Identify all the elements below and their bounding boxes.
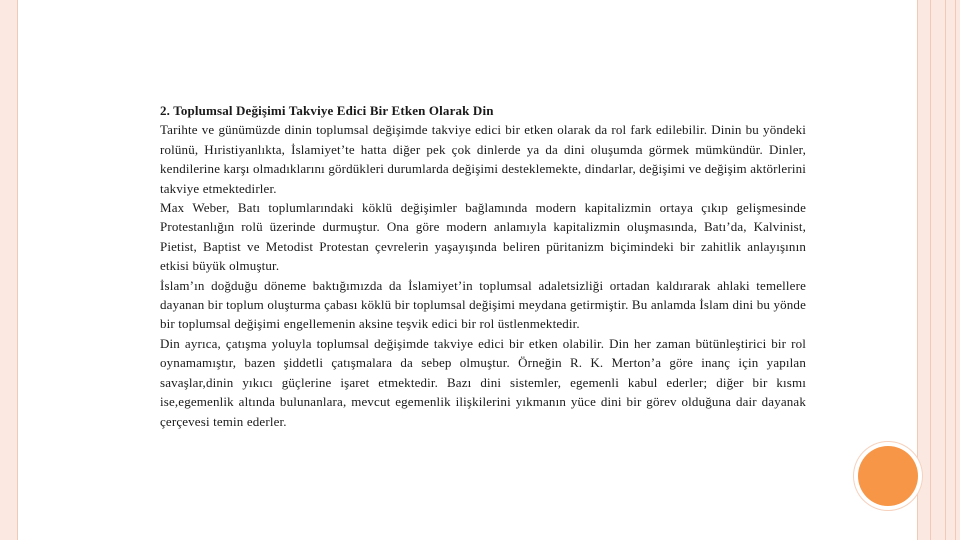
decorative-circle xyxy=(858,446,918,506)
paragraph-religion-role: Tarihte ve günümüzde dinin toplumsal değişimde takviye edici bir etken olarak da rol fark edilebilir. Dinin bu yöndeki rolünü, Hıristiyanlıkta, İslamiyet’te hatta diğer pek çok dinlerde ya da dini oluşumda görmek mümkündür. Dinler, kendilerine karşı olmadıklarını gördükleri durumlarda değişimi desteklemekte, dindarlar, değişimi ve değişim aktörlerini takviye etmektedirler. xyxy=(160,122,806,196)
right-border-line xyxy=(955,0,956,540)
left-border-line xyxy=(17,0,18,540)
paragraph-conflict: Din ayrıca, çatışma yoluyla toplumsal değişimde takviye edici bir etken olabilir. Din her zaman bütünleştirici bir rol oynamamıştır, bazen şiddetli çatışmalara da sebep olmuştur. Örneğin R. K. Merton’a göre inanç için yapılan savaşlar,dinin yıkıcı güçlerine işaret etmektedir. Bazı dini sistemler, egemenli kabul ederler; diğer bir kısmı ise,egemenlik altında bulunanlara, mevcut egemenlik ilişkilerini yıkmanın yüce dini bir görev olduğuna dair dayanak çerçevesi temin ederler. xyxy=(160,335,806,429)
paragraph-islam: İslam’ın doğduğu döneme baktığımızda da İslamiyet’in toplumsal adaletsizliği ortadan kaldırarak ahlaki temellere dayanan bir toplum oluşturma çabası köklü bir toplumsal değişimi meydana getirmiştir. Bu anlamda İslam dini bu yönde bir toplumsal değişimi engellemenin aksine teşvik edici bir rol üstlenmektedir. xyxy=(160,277,806,332)
right-border-line xyxy=(945,0,946,540)
left-decorative-border xyxy=(0,0,17,540)
right-decorative-border xyxy=(917,0,960,540)
right-border-line xyxy=(930,0,931,540)
right-border-line xyxy=(917,0,918,540)
slide-content xyxy=(160,101,806,431)
paragraph-max-weber: Max Weber, Batı toplumlarındaki köklü değişimler bağlamında modern kapitalizmin ortaya çıkıp gelişmesinde Protestanlığın rolü üzerinde durmuştur. Ona göre modern anlamıyla kapitalizmin oluşmasında, Batı’da, Kalvinist, Pietist, Baptist ve Metodist Protestan çevrelerin yaşayışında beliren püritanizm biçimindeki bir zahitlik anlayışının etkisi büyük olmuştur. xyxy=(160,200,806,274)
section-heading: 2. Toplumsal Değişimi Takviye Edici Bir Etken Olarak Din xyxy=(160,103,494,118)
